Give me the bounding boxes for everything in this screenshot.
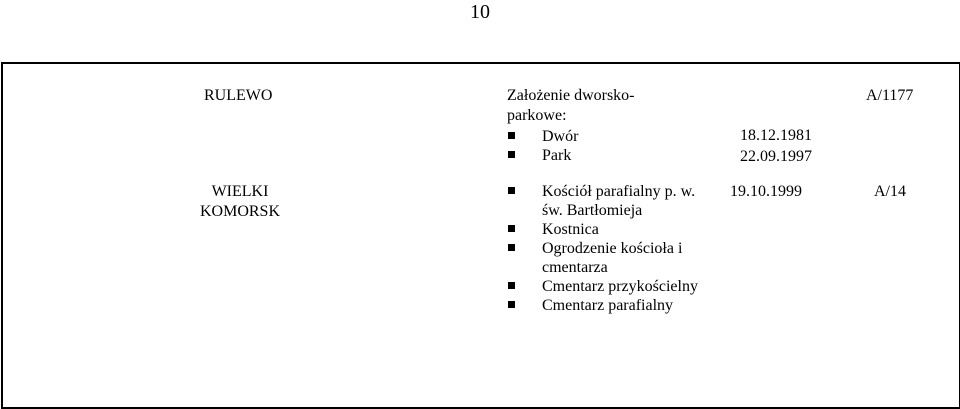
register-number: A/1177 <box>866 87 914 104</box>
list-item: Kościół parafialny p. w. św. Bartłomieja <box>507 182 712 220</box>
square-bullet-icon <box>508 187 515 194</box>
list-item: Cmentarz przykościelny <box>507 277 712 296</box>
registration-dates <box>716 125 812 167</box>
object-list <box>507 182 712 315</box>
square-bullet-icon <box>508 151 515 158</box>
registration-date: 22.09.1997 <box>740 148 812 165</box>
locality-name: RULEWO <box>204 87 273 104</box>
list-item: Kostnica <box>507 220 712 239</box>
square-bullet-icon <box>508 132 515 139</box>
list-item: Ogrodzenie kościoła i cmentarza <box>507 239 712 277</box>
registration-date: 18.12.1981 <box>740 127 812 144</box>
object-intro: Założenie dworsko-parkowe: <box>507 87 635 124</box>
page-number: 10 <box>470 1 490 23</box>
object-description <box>507 86 657 165</box>
list-item: Park <box>507 146 657 165</box>
square-bullet-icon <box>508 301 515 308</box>
register-number: A/14 <box>874 183 906 200</box>
list-item: Cmentarz parafialny <box>507 296 712 315</box>
registration-date: 19.10.1999 <box>730 183 802 200</box>
square-bullet-icon <box>508 282 515 289</box>
monument-register-table <box>1 62 960 409</box>
locality-name: WIELKI KOMORSK <box>199 183 280 220</box>
square-bullet-icon <box>508 225 515 232</box>
list-item: Dwór <box>507 127 657 146</box>
object-description <box>507 182 712 315</box>
object-list <box>507 127 657 165</box>
square-bullet-icon <box>508 244 515 251</box>
